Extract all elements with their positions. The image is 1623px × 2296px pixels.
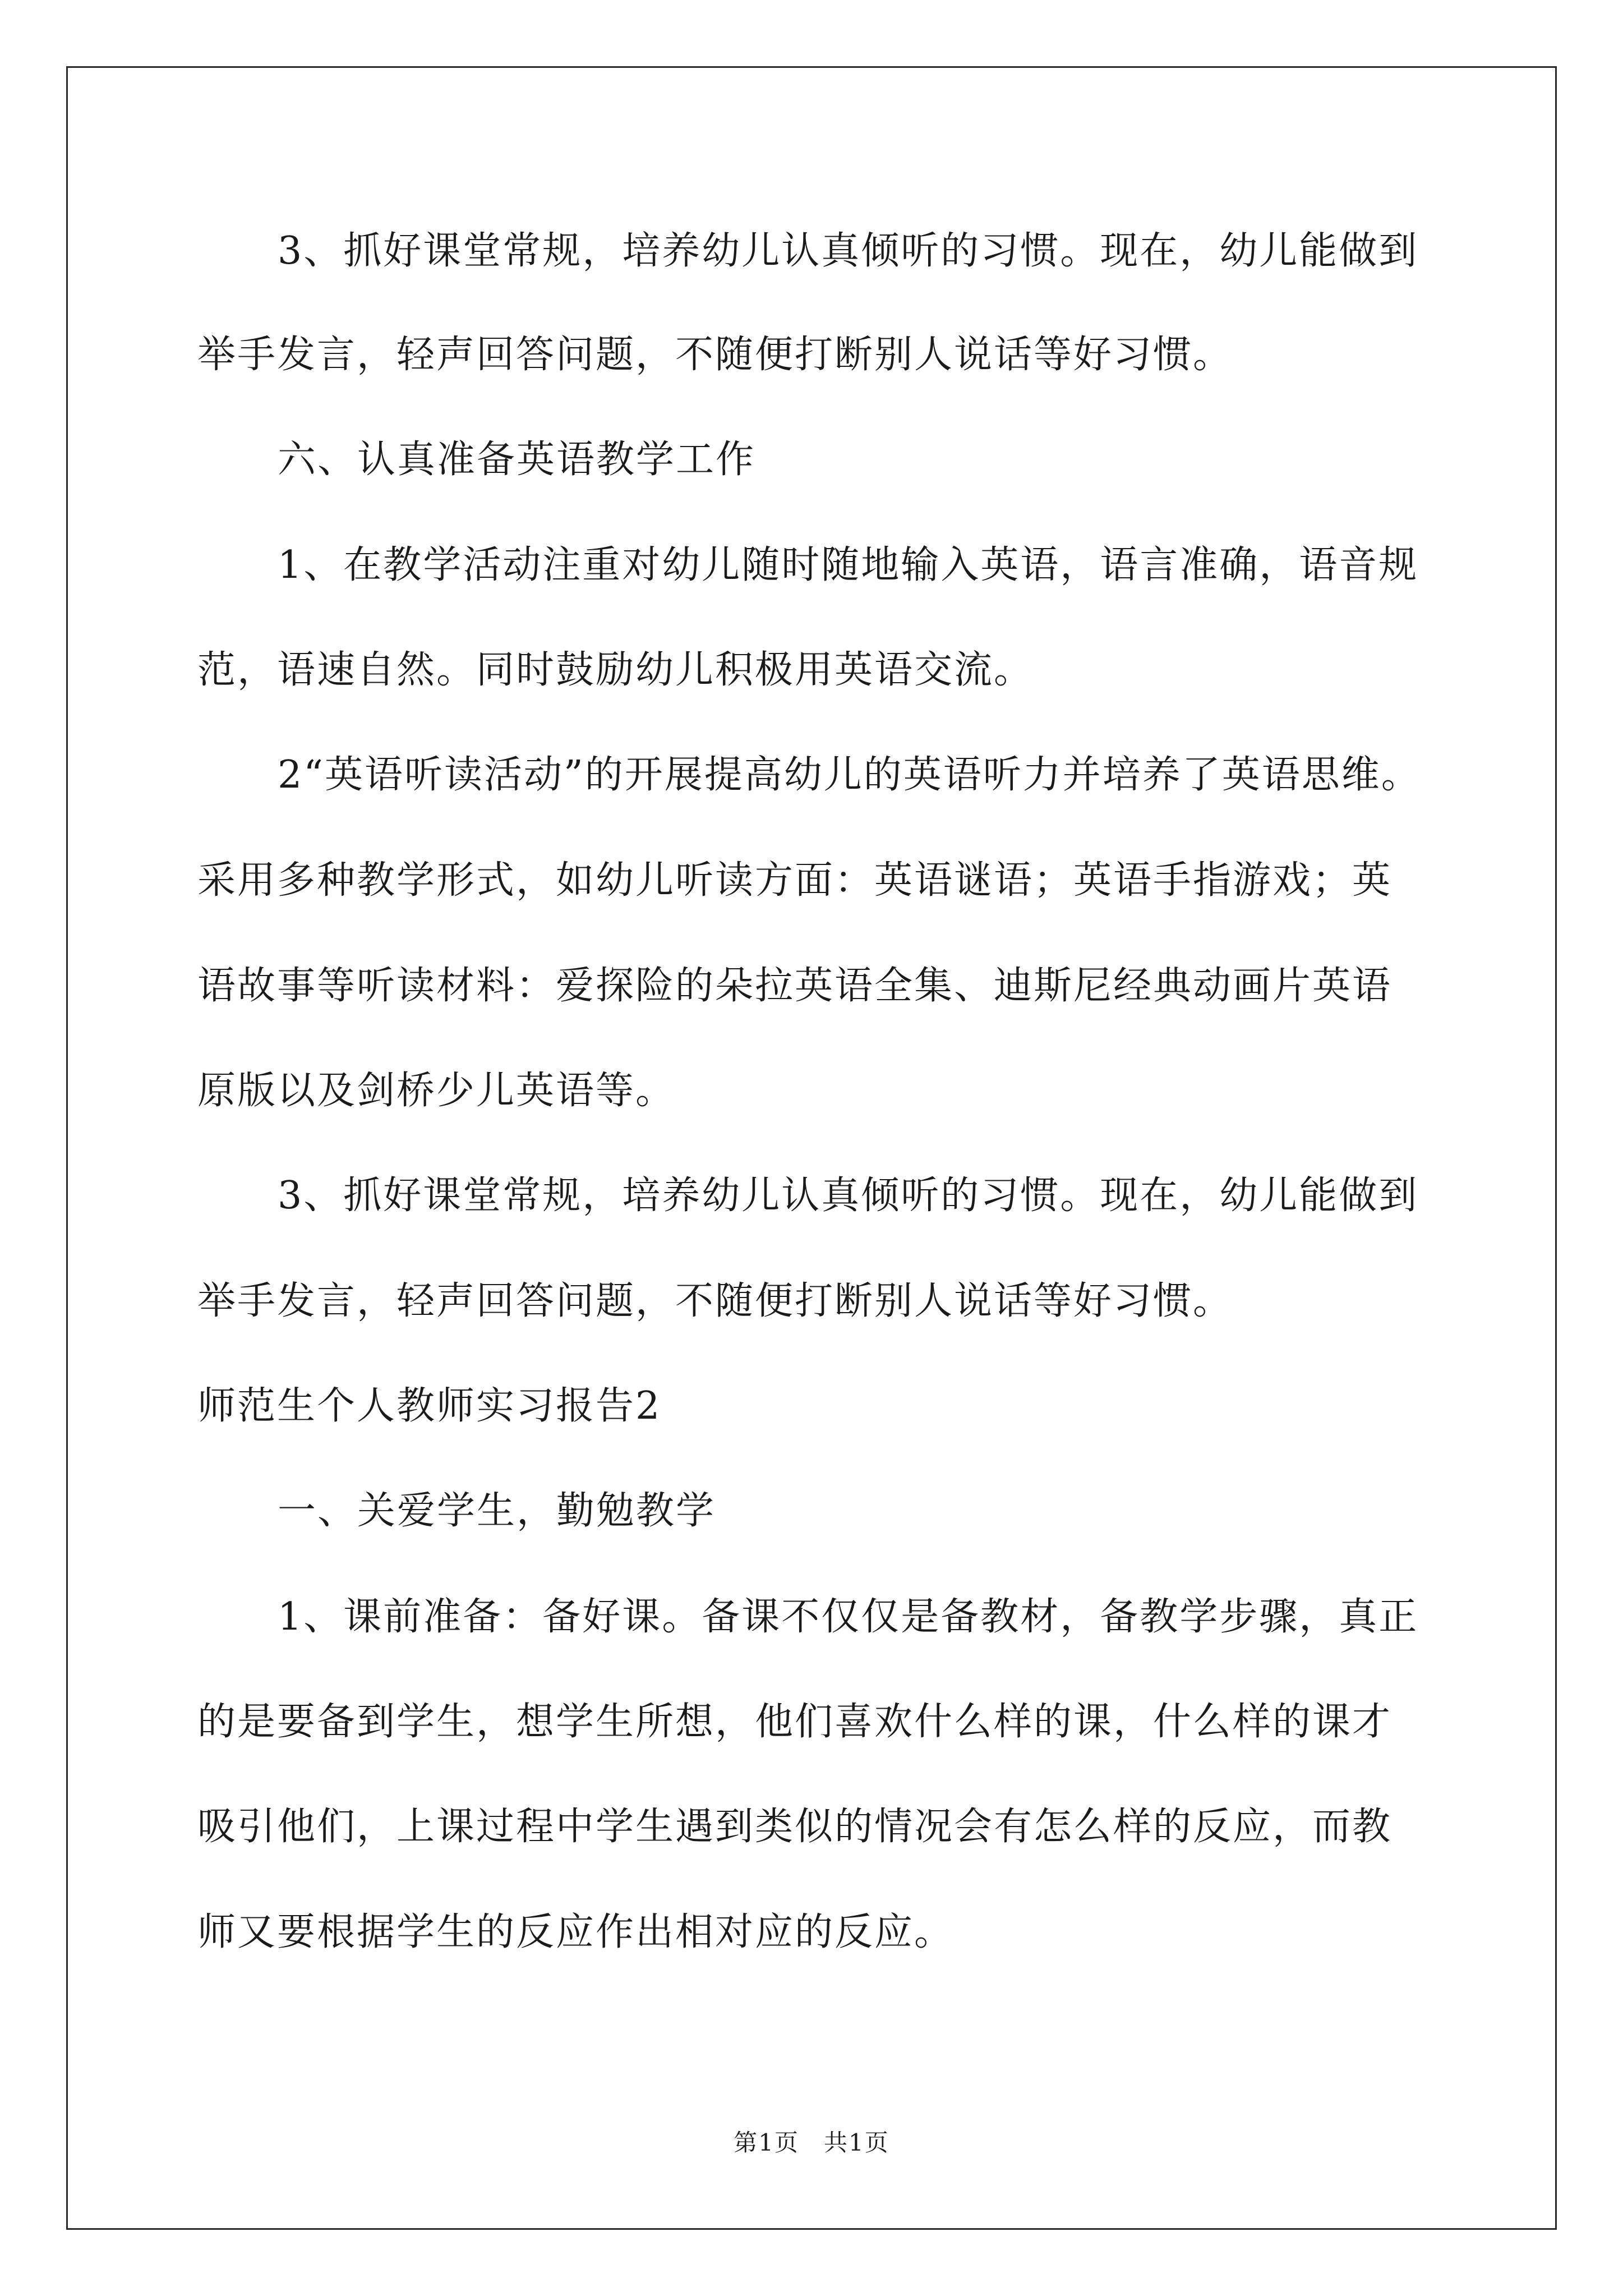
paragraph-line: 的是要备到学生，想学生所想，他们喜欢什么样的课，什么样的课才 <box>197 1700 1393 1744</box>
paragraph-line: 举手发言，轻声回答问题，不随便打断别人说话等好习惯。 <box>197 333 1233 377</box>
paragraph-line: 原版以及剑桥少儿英语等。 <box>197 1069 676 1113</box>
paragraph-line: 语故事等听读材料：爱探险的朵拉英语全集、迪斯尼经典动画片英语 <box>197 964 1393 1008</box>
paragraph-line: 1、在教学活动注重对幼儿随时随地输入英语，语言准确，语音规 <box>278 543 1419 587</box>
page-border <box>66 66 1557 2230</box>
section-heading: 六、认真准备英语教学工作 <box>278 438 756 482</box>
paragraph-line: 师又要根据学生的反应作出相对应的反应。 <box>197 1910 955 1954</box>
document-title: 师范生个人教师实习报告2 <box>197 1384 662 1428</box>
paragraph-line: 范，语速自然。同时鼓励幼儿积极用英语交流。 <box>197 648 1034 692</box>
paragraph-line: 3、抓好课堂常规，培养幼儿认真倾听的习惯。现在，幼儿能做到 <box>278 229 1419 273</box>
paragraph-line: 2“英语听读活动”的开展提高幼儿的英语听力并培养了英语思维。 <box>278 753 1421 797</box>
paragraph-line: 3、抓好课堂常规，培养幼儿认真倾听的习惯。现在，幼儿能做到 <box>278 1174 1419 1218</box>
section-heading: 一、关爱学生，勤勉教学 <box>278 1489 716 1533</box>
paragraph-line: 吸引他们，上课过程中学生遇到类似的情况会有怎么样的反应，而教 <box>197 1805 1393 1849</box>
page-number-footer: 第1页 共1页 <box>734 2129 889 2156</box>
paragraph-line: 1、课前准备：备好课。备课不仅仅是备教材，备教学步骤，真正 <box>278 1595 1419 1639</box>
paragraph-line: 采用多种教学形式，如幼儿听读方面：英语谜语；英语手指游戏；英 <box>197 858 1393 903</box>
paragraph-line: 举手发言，轻声回答问题，不随便打断别人说话等好习惯。 <box>197 1279 1233 1323</box>
